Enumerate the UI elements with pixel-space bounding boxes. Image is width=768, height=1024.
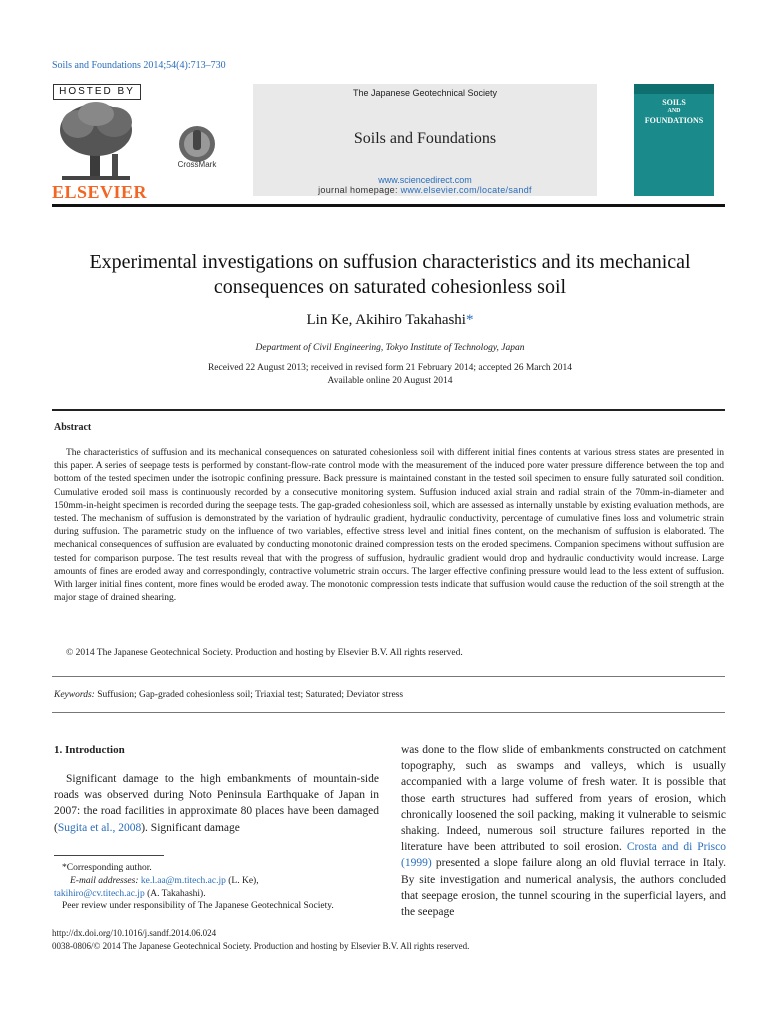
abstract-heading: Abstract — [54, 422, 92, 433]
email-label: E-mail addresses: — [70, 875, 141, 886]
keywords — [54, 690, 403, 700]
authors — [40, 312, 740, 329]
crossmark-icon[interactable] — [177, 124, 217, 164]
hosted-by-label: HOSTED BY — [53, 84, 141, 100]
abstract-text: The characteristics of suffusion and its mechanical consequences on saturated cohesionless soil with different initial fines contents at various stress states are presented in this paper. A series of seepage tests is performed by constant-flow-rate control mode with the measurement of the induced pore water pressure difference between the top and bottom of the tested specimen under the isotropic confining pressure. Back pressure is maintained constant in the tested soil specimen to ensure fully saturated soil condition. Cumulative eroded soil mass is continuously recorded by a consecutive monitoring system. Suffusion induced axial strain and radial strain of the 70mm-in-diameter and 150mm-in-height specimen is recorded during the seepage tests. The gap-graded cohesionless soil, which are assessed as internally unstable by existing evaluation methods, are tested. The mechanism of suffusion is demonstrated by the variation of hydraulic gradient, hydraulic conductivity, percentage of cumulative fines loss and volumetric strain during suffusion. The parametric study on the influence of two variables, effective stress level and initial fines content, on the mechanism of suffusion is elaborated. The mechanical consequences of suffusion are evaluated by conducting monotonic drained compression tests on the eroded specimens. Companion specimens without suffusion are tested for comparison purpose. The test results reveal that with the progress of suffusion, hydraulic gradient would drop and hydraulic conductivity would increase. Large amounts of fines are eroded away and correspondingly, contractive volumetric strain occurs. The larger effective confining pressure would lead to the less extent of suffusion. With larger initial fines content, more fines would be eroded away. The monotonic compression tests indicate that suffusion would cause the reduction of the soil strength at the major stage of drained shearing. — [54, 448, 724, 604]
email-link-takahashi[interactable]: takihiro@cv.titech.ac.jp — [54, 888, 145, 899]
affiliation: Department of Civil Engineering, Tokyo Institute of Technology, Japan — [255, 343, 525, 353]
article-title: Experimental investigations on suffusion characteristics and its mechanical consequences on saturated cohesionless soil — [89, 251, 691, 298]
cover-title-and: AND — [667, 108, 681, 114]
homepage-link[interactable]: www.elsevier.com/locate/sandf — [400, 185, 532, 195]
received-dates: Received 22 August 2013; received in revised form 21 February 2014; accepted 26 March 2014 — [207, 363, 573, 373]
author-names: Lin Ke, Akihiro Takahashi — [306, 312, 466, 328]
keywords-label: Keywords: — [54, 690, 95, 700]
footnotes — [54, 862, 382, 913]
abstract-copyright: © 2014 The Japanese Geotechnical Society. Production and hosting by Elsevier B.V. All rights reserved. — [66, 648, 463, 658]
available-online: Available online 20 August 2014 — [327, 376, 453, 386]
email-ke-who: (L. Ke), — [225, 875, 259, 886]
doi-link[interactable]: http://dx.doi.org/10.1016/j.sandf.2014.06.024 — [52, 928, 217, 938]
intro-left-text-b: ). Significant damage — [141, 821, 240, 834]
keywords-list: Suffusion; Gap-graded cohesionless soil; Triaxial test; Saturated; Deviator stress — [94, 690, 404, 700]
email-takahashi-who: (A. Takahashi). — [144, 888, 206, 899]
email-line-2 — [54, 888, 382, 901]
cover-title-soils: SOILS — [662, 98, 686, 107]
crossmark-label: CrossMark — [177, 160, 217, 169]
elsevier-tree-logo[interactable] — [52, 100, 140, 184]
journal-info-box — [253, 84, 597, 196]
intro-left-text-a: Significant damage to the high embankments of mountain-side roads was observed during Noto Peninsula Earthquake of Japan in 2007: the road facilities in approximate 80 places have been damaged ( — [54, 773, 379, 834]
journal-citation-link[interactable]: Soils and Foundations 2014;54(4):713–730 — [52, 60, 226, 71]
journal-cover[interactable] — [634, 84, 714, 196]
abstract-top-rule — [52, 409, 725, 411]
peer-review-note: Peer review under responsibility of The Japanese Geotechnical Society. — [62, 901, 334, 912]
elsevier-wordmark: ELSEVIER — [52, 182, 148, 202]
section-heading-introduction: 1. Introduction — [54, 744, 125, 756]
cover-title — [634, 98, 714, 125]
intro-right-column — [401, 742, 726, 920]
email-link-ke[interactable]: ke.l.aa@m.titech.ac.jp — [140, 875, 226, 886]
sciencedirect-link[interactable]: www.sciencedirect.com — [378, 175, 472, 185]
corresponding-author-note: *Corresponding author. — [62, 863, 152, 873]
article-dates — [40, 362, 740, 388]
society-name: The Japanese Geotechnical Society — [352, 88, 498, 98]
journal-title: Soils and Foundations — [353, 130, 497, 147]
intro-right-text-a: was done to the flow slide of embankments constructed on catchment topography, such as swamps and valleys, which is usually accompanied with a large volume of fresh water. It is possible that those earth structures had suffered from years of erosion, which chronically loosened the soil packing, making it vulnerable to seismic shaking. Indeed, numerous soil structure failures reported in the literature have been attributed to soil erosion. — [401, 744, 726, 854]
homepage-label: journal homepage: — [318, 185, 401, 195]
keywords-top-rule — [52, 676, 725, 677]
footnote-rule — [54, 855, 164, 856]
corresponding-author-mark[interactable]: * — [465, 312, 474, 328]
issn-copyright: 0038-0806/© 2014 The Japanese Geotechnical Society. Production and hosting by Elsevier B.V. All rights reserved. — [52, 941, 470, 951]
intro-left-column — [54, 771, 379, 836]
ref-crosta-link[interactable]: Crosta and di Prisco (1999) — [401, 841, 727, 870]
journal-homepage — [253, 185, 597, 195]
keywords-bottom-rule — [52, 712, 725, 713]
intro-right-text-b: presented a slope failure along an old fluvial terrace in Italy. By site investigation and numerical analysis, the authors concluded that seepage erosion, the tunnel scouring in the superficial layers, and the seepage — [401, 857, 726, 919]
header-rule — [52, 204, 725, 207]
cover-title-foundations: FOUNDATIONS — [644, 116, 704, 125]
email-addresses — [62, 875, 382, 888]
ref-sugita-link[interactable]: Sugita et al., 2008 — [57, 821, 142, 834]
cover-strip — [634, 84, 714, 94]
